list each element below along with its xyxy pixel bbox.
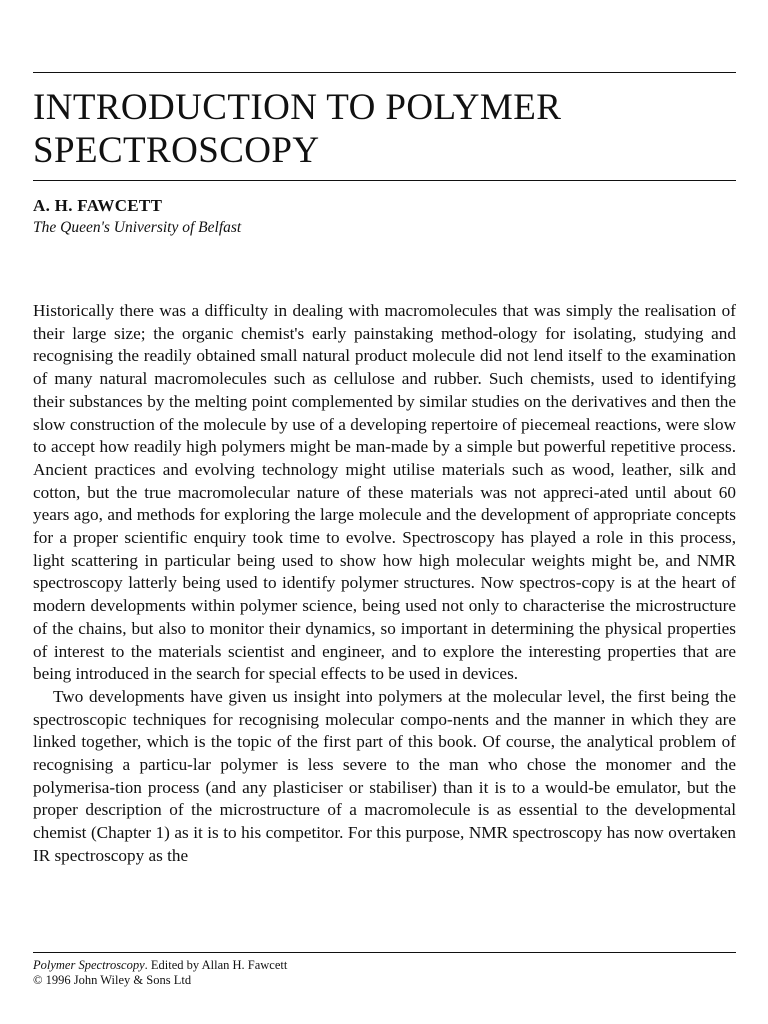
footer-book-title: Polymer Spectroscopy — [33, 958, 145, 972]
author-name: A. H. FAWCETT — [33, 196, 163, 215]
chapter-title — [33, 86, 736, 172]
chapter-title-line-1: INTRODUCTION TO POLYMER — [33, 87, 562, 128]
footer-edited-by — [33, 958, 287, 973]
author-affiliation: The Queen's University of Belfast — [33, 219, 242, 236]
footer — [33, 958, 287, 988]
title-rule — [33, 180, 736, 181]
footer-copyright: © 1996 John Wiley & Sons Ltd — [33, 973, 192, 987]
paragraph-2: Two developments have given us insight into polymers at the molecular level, the first being the spectroscopic techniques for recognising molecular compo-nents and the manner in which they are linked together, which is the topic of the first part of this book. Of course, the analytical problem of recognising a particu-lar polymer is less severe to the man who chose the monomer and the polymerisa-tion process (and any plasticiser or stabiliser) than it is to a would-be emulator, but the proper description of the microstructure of a macromolecule is as essential to the developmental chemist (Chapter 1) as it is to his competitor. For this purpose, NMR spectroscopy has now overtaken IR spectroscopy as the — [33, 686, 736, 865]
chapter-title-line-2: SPECTROSCOPY — [33, 130, 320, 171]
footer-editor: . Edited by Allan H. Fawcett — [144, 958, 288, 972]
body-text — [33, 300, 736, 868]
top-rule — [33, 72, 736, 73]
footer-rule — [33, 952, 736, 953]
paragraph-1: Historically there was a difficulty in dealing with macromolecules that was simply the realisation of their large size; the organic chemist's early painstaking method-ology for isolating, studying and recognising the readily obtained small natural product molecule did not lend itself to the examination of many natural macromolecules such as cellulose and rubber. Such chemists, used to identifying their substances by the melting point complemented by similar studies on the derivatives and then the slow construction of the molecule by use of a developing repertoire of piecemeal reactions, were slow to accept how readily high polymers might be man-made by a simple but powerful repetitive process. Ancient practices and evolving technology might utilise materials such as wood, leather, silk and cotton, but the true macromolecular nature of these materials was not appreci-ated until about 60 years ago, and methods for exploring the large molecule and the development of appropriate concepts for a proper scientific enquiry took time to evolve. Spectroscopy has played a role in this process, light scattering in particular being used to show how high molecular weights might be, and NMR spectroscopy latterly being used to identify polymer structures. Now spectros-copy is at the heart of modern developments within polymer science, being used not only to characterise the microstructure of the chains, but also to monitor their dynamics, so important in determining the physical properties of interest to the materials scientist and engineer, and to explore the interesting properties that are being introduced in the search for special effects to be used in devices. — [33, 301, 736, 684]
document-page — [33, 0, 736, 1024]
